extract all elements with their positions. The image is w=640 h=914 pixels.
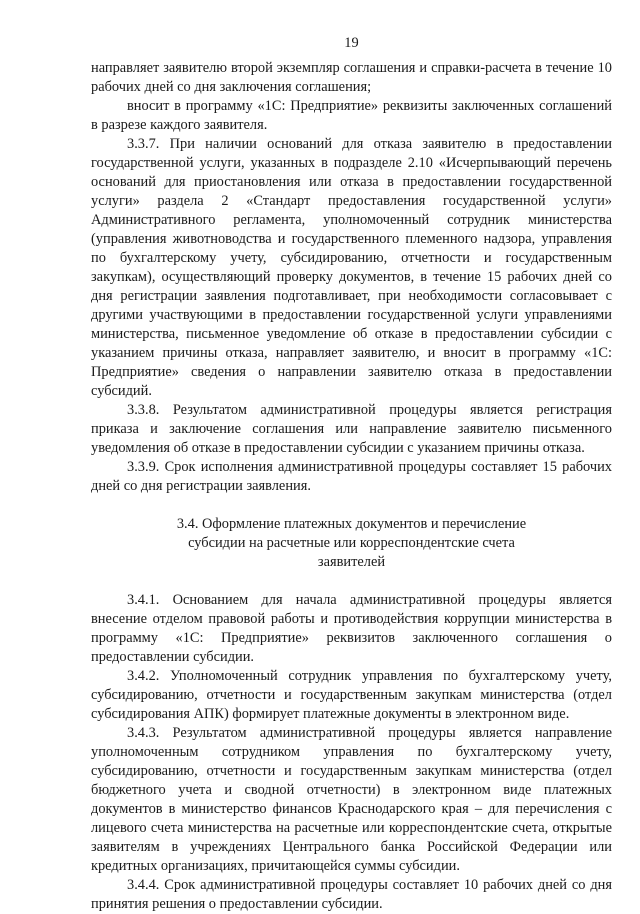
- section-heading-line-2: субсидии на расчетные или корреспондентские счета: [188, 535, 515, 551]
- paragraph-3-4-3: 3.4.3. Результатом административной процедуры является направление уполномоченным сотрудником управления по бухгалтерскому учету, субсидированию, отчетности и государственным закупкам министерства (отдел бюджетного учета и сводной отчетности) в электронном виде платежных документов в министерство финансов Краснодарского края – для перечисления с лицевого счета министерства на расчетные или корреспондентские счета, открытые заявителям в учреждениях Центрального банка Российской Федерации или кредитных организациях, причитающейся суммы субсидии.: [91, 725, 612, 874]
- paragraph-1c-entry: вносит в программу «1С: Предприятие» реквизиты заключенных соглашений в разрезе каждого заявителя.: [91, 98, 612, 133]
- section-heading-line-1: 3.4. Оформление платежных документов и перечисление: [176, 516, 527, 532]
- page-number: 19: [344, 35, 359, 51]
- paragraph-3-3-8: 3.3.8. Результатом административной процедуры является регистрация приказа и заключение соглашения или направление заявителю письменного уведомления об отказе в предоставлении субсидии с указанием причины отказа.: [91, 402, 612, 456]
- paragraph-3-4-2: 3.4.2. Уполномоченный сотрудник управления по бухгалтерскому учету, субсидированию, отчетности и государственным закупкам министерства (отдел субсидирования АПК) формирует платежные документы в электронном виде.: [91, 668, 612, 722]
- paragraph-3-3-9: 3.3.9. Срок исполнения административной процедуры составляет 15 рабочих дней со дня регистрации заявления.: [91, 459, 612, 494]
- paragraph-continuation: направляет заявителю второй экземпляр соглашения и справки-расчета в течение 10 рабочих дней со дня заключения соглашения;: [91, 60, 612, 95]
- section-heading-line-3: заявителей: [317, 554, 386, 570]
- paragraph-3-4-1: 3.4.1. Основанием для начала административной процедуры является внесение отделом правовой работы и противодействия коррупции министерства в программу «1С: Предприятие» реквизитов заключенного соглашения о предоставлении субсидии.: [91, 592, 612, 665]
- bottom-paragraphs: [91, 591, 612, 914]
- paragraph-3-4-4: 3.4.4. Срок административной процедуры составляет 10 рабочих дней со дня принятия решения о предоставлении субсидии.: [91, 877, 612, 912]
- section-heading-3-4: [131, 515, 572, 572]
- paragraph-3-3-7: 3.3.7. При наличии оснований для отказа заявителю в предоставлении государственной услуги, указанных в подразделе 2.10 «Исчерпывающий перечень оснований для приостановления или отказа в предоставлении государственной услуги» раздела 2 «Стандарт предоставления государственной услуги» Административного регламента, уполномоченный сотрудник министерства (управления животноводства и государственного племенного надзора, управления по бухгалтерскому учету, субсидированию, отчетности и государственным закупкам), осуществляющий проверку документов, в течение 15 рабочих дней со дня регистрации заявления подготавливает, при необходимости согласовывает с другими участвующими в предоставлении государственной услуги управлениями министерства, письменное уведомление об отказе в предоставлении субсидии с указанием причины отказа, направляет заявителю, и вносит в программу «1С: Предприятие» сведения о направлении заявителю отказа в предоставлении субсидий.: [91, 136, 612, 399]
- top-paragraphs: [91, 59, 612, 496]
